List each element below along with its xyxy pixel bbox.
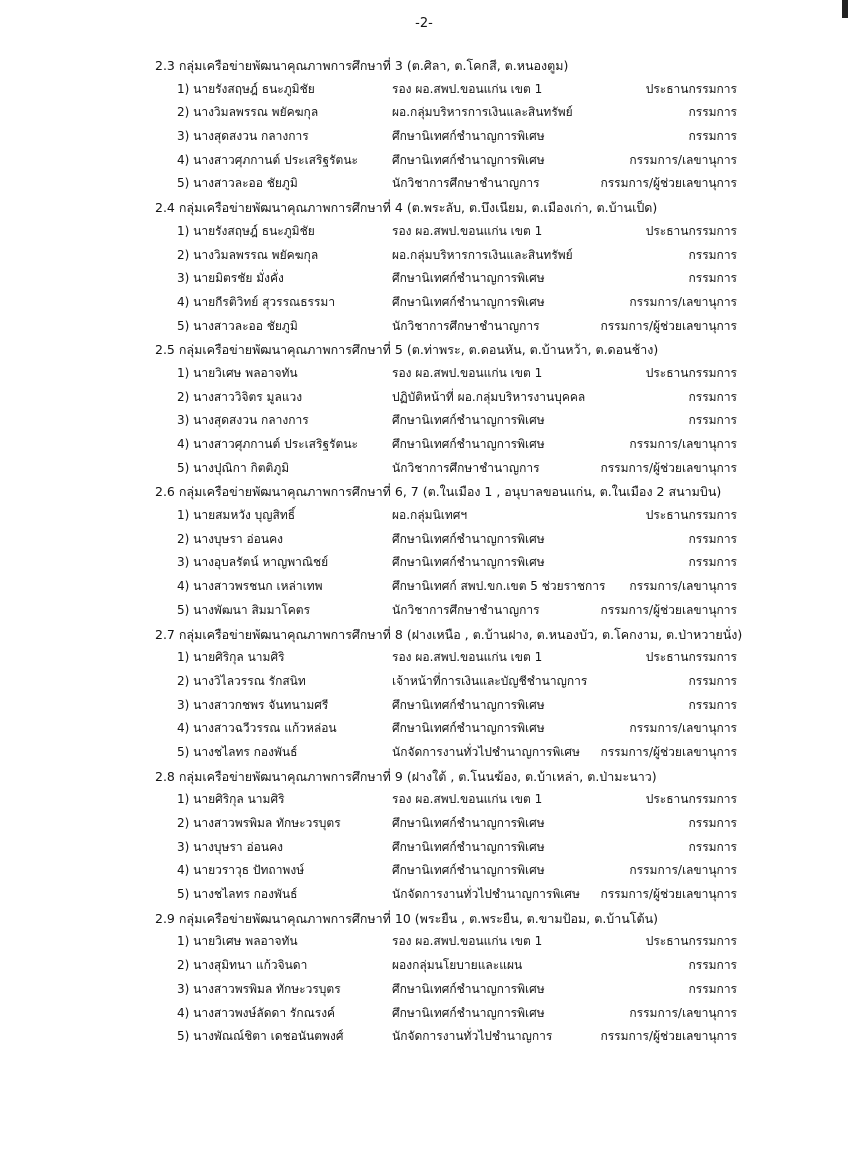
member-name: 5) นางชไลทร กองพันธ์ <box>177 744 298 759</box>
member-role: กรรมการ <box>688 673 737 688</box>
member-name: 1) นายศิริกุล นามศิริ <box>177 792 285 807</box>
member-role: กรรมการ/เลขานุการ <box>629 721 737 736</box>
member-row <box>155 409 765 433</box>
member-name: 5) นางชไลทร กองพันธ์ <box>177 887 298 902</box>
member-row <box>155 315 765 339</box>
member-role: กรรมการ/ผู้ช่วยเลขานุการ <box>600 744 737 759</box>
member-role: ประธานกรรมการ <box>645 365 737 380</box>
member-role: กรรมการ/เลขานุการ <box>629 152 737 167</box>
member-name: 5) นางปุณิกา กิตติภูมิ <box>177 460 290 475</box>
member-role: กรรมการ/ผู้ช่วยเลขานุการ <box>600 318 737 333</box>
member-name: 4) นางสาวศุภกานต์ ประเสริฐรัตนะ <box>177 437 358 451</box>
member-row <box>155 646 765 670</box>
member-role: กรรมการ/เลขานุการ <box>629 863 737 878</box>
member-position: ศึกษานิเทศก์ชำนาญการพิเศษ <box>392 721 545 736</box>
member-role: ประธานกรรมการ <box>645 934 737 949</box>
section-heading: 2.3 กลุ่มเครือข่ายพัฒนาคุณภาพการศึกษาที่ 3 (ต.ศิลา, ต.โคกสี, ต.หนองตูม) <box>155 58 569 73</box>
member-position: ผอ.กลุ่มบริหารการเงินและสินทรัพย์ <box>392 105 573 120</box>
member-position: ผอ.กลุ่มบริหารการเงินและสินทรัพย์ <box>392 247 573 262</box>
member-row <box>155 433 765 457</box>
member-role: กรรมการ/ผู้ช่วยเลขานุการ <box>600 602 737 617</box>
member-row <box>155 1025 765 1049</box>
member-row <box>155 244 765 268</box>
network-section <box>155 338 765 480</box>
member-role: กรรมการ/เลขานุการ <box>629 1005 737 1020</box>
member-role: กรรมการ <box>688 839 737 854</box>
member-name: 4) นางสาวศุภกานต์ ประเสริฐรัตนะ <box>177 152 358 167</box>
member-position: ศึกษานิเทศก์ชำนาญการพิเศษ <box>392 863 545 878</box>
member-name: 2) นางวิมลพรรณ พยัคฆกุล <box>177 247 319 262</box>
member-role: กรรมการ/เลขานุการ <box>629 294 737 309</box>
member-position: นักจัดการงานทั่วไปชำนาญการพิเศษ <box>392 744 580 759</box>
member-row <box>155 599 765 623</box>
member-position: ศึกษานิเทศก์ชำนาญการพิเศษ <box>392 413 545 428</box>
member-role: กรรมการ/เลขานุการ <box>629 579 737 594</box>
page-number: -2- <box>415 16 433 31</box>
member-role: กรรมการ <box>688 958 737 973</box>
member-name: 5) นางพัฒนา สิมมาโคตร <box>177 602 311 617</box>
member-name: 3) นางสุดสงวน กลางการ <box>177 413 309 428</box>
section-heading: 2.8 กลุ่มเครือข่ายพัฒนาคุณภาพการศึกษาที่ 9 (ฝางใต้ , ต.โนนฆ้อง, ต.บ้าเหล่า, ต.ป่ามะนาว) <box>155 768 657 784</box>
member-role: กรรมการ/เลขานุการ <box>629 437 737 451</box>
member-position: ศึกษานิเทศก์ชำนาญการพิเศษ <box>392 294 545 309</box>
section-heading: 2.6 กลุ่มเครือข่ายพัฒนาคุณภาพการศึกษาที่ 6, 7 (ต.ในเมือง 1 , อนุบาลขอนแก่น, ต.ในเมือง 2 สนามบิน) <box>155 484 722 500</box>
member-row <box>155 859 765 883</box>
member-position: ศึกษานิเทศก์ชำนาญการพิเศษ <box>392 129 545 144</box>
member-row <box>155 788 765 812</box>
member-name: 2) นางสาวพรพิมล ทักษะวรบุตร <box>177 816 341 830</box>
member-role: กรรมการ <box>688 413 737 428</box>
member-position: รอง ผอ.สพป.ขอนแก่น เขต 1 <box>392 81 543 96</box>
member-name: 4) นางสาวพรชนก เหล่าเทพ <box>177 579 323 594</box>
member-name: 2) นางบุษรา อ่อนคง <box>177 531 283 546</box>
member-name: 5) นางสาวละออ ชัยภูมิ <box>177 318 298 333</box>
member-row <box>155 267 765 291</box>
member-position: รอง ผอ.สพป.ขอนแก่น เขต 1 <box>392 365 543 380</box>
member-row <box>155 528 765 552</box>
member-row <box>155 670 765 694</box>
member-name: 4) นายกีรติวิทย์ สุวรรณธรรมา <box>177 294 336 309</box>
member-row <box>155 575 765 599</box>
member-role: กรรมการ <box>688 816 737 830</box>
member-row <box>155 504 765 528</box>
network-section <box>155 196 765 338</box>
member-role: กรรมการ/ผู้ช่วยเลขานุการ <box>600 460 737 475</box>
member-name: 1) นายรังสฤษฎ์ ธนะภูมิชัย <box>177 81 315 96</box>
member-role: กรรมการ <box>688 981 737 996</box>
member-role: กรรมการ <box>688 247 737 262</box>
member-name: 2) นางวิมลพรรณ พยัคฆกุล <box>177 105 319 120</box>
member-role: กรรมการ/ผู้ช่วยเลขานุการ <box>600 176 737 191</box>
member-position: นักวิชาการศึกษาชำนาญการ <box>392 460 540 475</box>
member-row <box>155 930 765 954</box>
member-role: ประธานกรรมการ <box>645 223 737 238</box>
member-position: นักวิชาการศึกษาชำนาญการ <box>392 318 540 333</box>
member-row <box>155 551 765 575</box>
member-position: รอง ผอ.สพป.ขอนแก่น เขต 1 <box>392 792 543 807</box>
member-row <box>155 717 765 741</box>
member-position: รอง ผอ.สพป.ขอนแก่น เขต 1 <box>392 223 543 238</box>
member-role: ประธานกรรมการ <box>645 81 737 96</box>
member-position: ศึกษานิเทศก์ชำนาญการพิเศษ <box>392 981 545 996</box>
member-position: ศึกษานิเทศก์ชำนาญการพิเศษ <box>392 271 545 286</box>
member-row <box>155 291 765 315</box>
member-name: 1) นายศิริกุล นามศิริ <box>177 650 285 665</box>
network-section <box>155 480 765 622</box>
member-name: 3) นางบุษรา อ่อนคง <box>177 839 283 854</box>
member-name: 4) นายวราวุธ ปัทถาพงษ์ <box>177 863 305 878</box>
member-position: เจ้าหน้าที่การเงินและบัญชีชำนาญการ <box>392 673 588 688</box>
section-heading: 2.9 กลุ่มเครือข่ายพัฒนาคุณภาพการศึกษาที่ 10 (พระยืน , ต.พระยืน, ต.ขามป้อม, ต.บ้านโต้น) <box>155 910 659 926</box>
member-position: ศึกษานิเทศก์ชำนาญการพิเศษ <box>392 555 545 570</box>
member-name: 3) นายมิตรชัย มั่งคั่ง <box>177 271 284 286</box>
member-row <box>155 1002 765 1026</box>
member-row <box>155 386 765 410</box>
member-position: ศึกษานิเทศก์ชำนาญการพิเศษ <box>392 437 545 451</box>
member-name: 3) นางสาวพรพิมล ทักษะวรบุตร <box>177 981 341 996</box>
member-role: กรรมการ <box>688 105 737 120</box>
member-row <box>155 978 765 1002</box>
member-role: กรรมการ <box>688 129 737 144</box>
network-section <box>155 907 765 1049</box>
member-name: 5) นางพัณณ์ชิตา เดชอนันตพงศ์ <box>177 1029 344 1044</box>
member-role: กรรมการ <box>688 389 737 404</box>
member-name: 1) นายสมหวัง บุญสิทธิ์ <box>177 508 296 523</box>
member-row <box>155 149 765 173</box>
member-role: กรรมการ <box>688 697 737 712</box>
member-position: นักจัดการงานทั่วไปชำนาญการ <box>392 1029 553 1044</box>
section-heading: 2.5 กลุ่มเครือข่ายพัฒนาคุณภาพการศึกษาที่ 5 (ต.ท่าพระ, ต.ดอนหัน, ต.บ้านหว้า, ต.ดอนช้าง) <box>155 342 659 358</box>
member-position: ปฏิบัติหน้าที่ ผอ.กลุ่มบริหารงานบุคคล <box>392 389 586 404</box>
member-name: 3) นางสาวกชพร จันทนามศรี <box>177 697 329 712</box>
network-section <box>155 765 765 907</box>
member-position: ศึกษานิเทศก์ชำนาญการพิเศษ <box>392 839 545 854</box>
member-name: 3) นางสุดสงวน กลางการ <box>177 129 309 144</box>
member-position: ผองกลุ่มนโยบายและแผน <box>392 958 523 973</box>
member-name: 4) นางสาวพงษ์ลัดดา รักณรงค์ <box>177 1005 336 1020</box>
member-name: 5) นางสาวละออ ชัยภูมิ <box>177 176 298 191</box>
section-heading: 2.4 กลุ่มเครือข่ายพัฒนาคุณภาพการศึกษาที่ 4 (ต.พระลับ, ต.บึงเนียม, ต.เมืองเก่า, ต.บ้านเป็ด) <box>155 200 658 216</box>
member-name: 1) นายวิเศษ พลอาจทัน <box>177 365 298 380</box>
member-position: ผอ.กลุ่มนิเทศฯ <box>392 508 468 523</box>
member-row <box>155 694 765 718</box>
member-role: กรรมการ <box>688 555 737 570</box>
member-position: รอง ผอ.สพป.ขอนแก่น เขต 1 <box>392 934 543 949</box>
member-position: ศึกษานิเทศก์ สพป.ขก.เขต 5 ช่วยราชการ <box>392 579 606 594</box>
member-position: ศึกษานิเทศก์ชำนาญการพิเศษ <box>392 816 545 830</box>
member-row <box>155 741 765 765</box>
member-role: ประธานกรรมการ <box>645 792 737 807</box>
member-role: กรรมการ <box>688 271 737 286</box>
member-row <box>155 812 765 836</box>
network-section <box>155 54 765 196</box>
member-row <box>155 362 765 386</box>
member-name: 2) นางสาววิจิตร มูลแวง <box>177 389 303 404</box>
member-row <box>155 954 765 978</box>
member-role: กรรมการ/ผู้ช่วยเลขานุการ <box>600 1029 737 1044</box>
member-role: ประธานกรรมการ <box>645 650 737 665</box>
member-row <box>155 125 765 149</box>
member-role: กรรมการ <box>688 531 737 546</box>
member-name: 1) นายรังสฤษฎ์ ธนะภูมิชัย <box>177 223 315 238</box>
member-role: กรรมการ/ผู้ช่วยเลขานุการ <box>600 887 737 902</box>
member-position: นักวิชาการศึกษาชำนาญการ <box>392 602 540 617</box>
network-section <box>155 623 765 765</box>
member-position: รอง ผอ.สพป.ขอนแก่น เขต 1 <box>392 650 543 665</box>
member-row <box>155 457 765 481</box>
member-position: ศึกษานิเทศก์ชำนาญการพิเศษ <box>392 531 545 546</box>
member-position: ศึกษานิเทศก์ชำนาญการพิเศษ <box>392 697 545 712</box>
member-position: ศึกษานิเทศก์ชำนาญการพิเศษ <box>392 152 545 167</box>
member-position: นักวิชาการศึกษาชำนาญการ <box>392 176 540 191</box>
member-name: 3) นางอุบลรัตน์ หาญพาณิชย์ <box>177 555 329 570</box>
member-row <box>155 172 765 196</box>
member-name: 2) นางวิไลวรรณ รักสนิท <box>177 673 306 688</box>
committee-list <box>155 54 765 1049</box>
member-name: 1) นายวิเศษ พลอาจทัน <box>177 934 298 949</box>
member-row <box>155 883 765 907</box>
member-row <box>155 101 765 125</box>
member-row <box>155 220 765 244</box>
member-role: ประธานกรรมการ <box>645 508 737 523</box>
member-name: 2) นางสุมิทนา แก้วจินดา <box>177 958 308 973</box>
member-row <box>155 836 765 860</box>
section-heading: 2.7 กลุ่มเครือข่ายพัฒนาคุณภาพการศึกษาที่ 8 (ฝางเหนือ , ต.บ้านฝาง, ต.หนองบัว, ต.โคกงาม, ต.ป่าหวายนั่ง) <box>155 626 743 642</box>
member-position: นักจัดการงานทั่วไปชำนาญการพิเศษ <box>392 887 580 902</box>
member-name: 4) นางสาวฉวีวรรณ แก้วหล่อน <box>177 721 337 736</box>
member-row <box>155 78 765 102</box>
member-position: ศึกษานิเทศก์ชำนาญการพิเศษ <box>392 1005 545 1020</box>
